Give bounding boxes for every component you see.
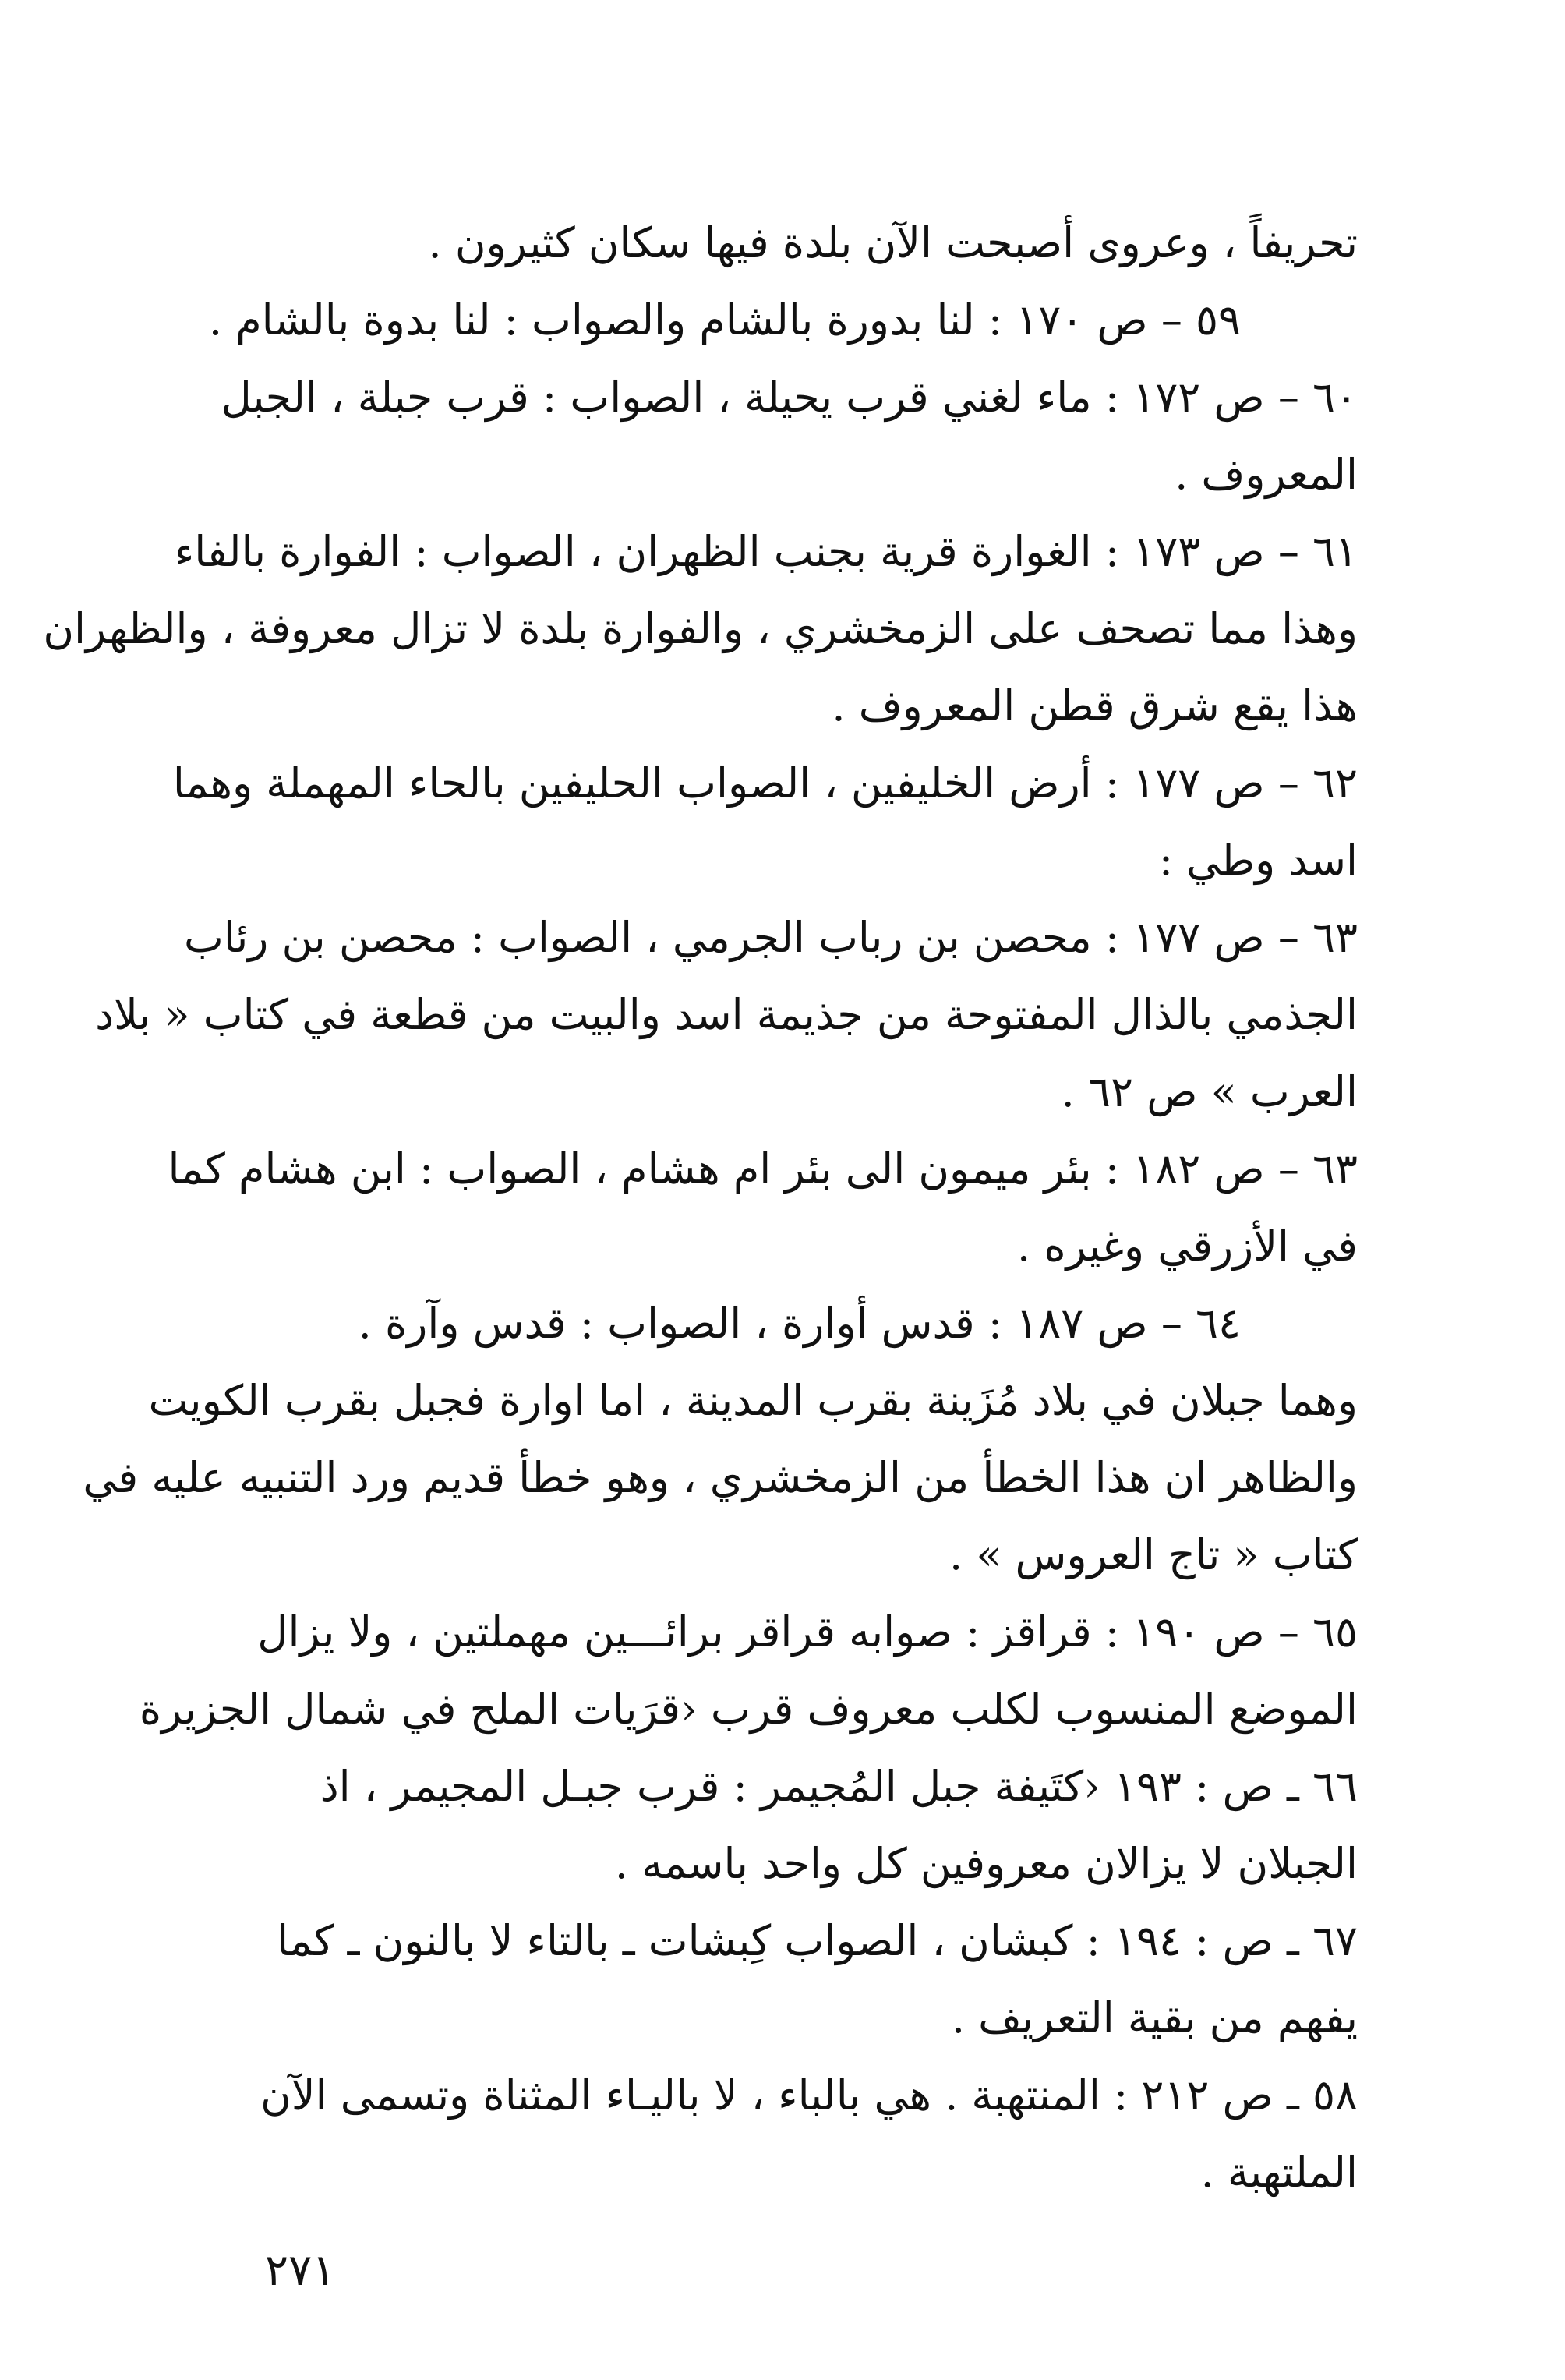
text-line: الملتهبة . [1200,2148,1358,2197]
text-line: ٦١ – ص ١٧٣ : الغوارة قرية بجنب الظهران ، الصواب : الفوارة بالفاء [174,527,1358,576]
text-line: ٥٨ ـ ص ٢١٢ : المنتهبة . هي بالباء ، لا باليـاء المثناة وتسمى الآن [260,2071,1358,2120]
text-line: تحريفاً ، وعروى أصبحت الآن بلدة فيها سكان كثيرون . [428,218,1358,267]
text-line: في الأزرقي وغيره . [1017,1222,1358,1271]
page-number: ٢٧١ [265,2245,336,2296]
text-line: المعروف . [1175,450,1358,499]
text-line: ٦٦ ـ ص : ١٩٣ ‹كتَيفة جبل المُجيمر : قرب جبـل المجيمر ، اذ [320,1762,1358,1811]
text-line: وهذا مما تصحف على الزمخشري ، والفوارة بلدة لا تزال معروفة ، والظهران [43,604,1358,653]
text-line: ٦٢ – ص ١٧٧ : أرض الخليفين ، الصواب الحليفين بالحاء المهملة وهما [172,759,1358,808]
text-line: كتاب « تاج العروس » . [949,1530,1358,1579]
text-line: هذا يقع شرق قطن المعروف . [832,681,1358,730]
text-line: والظاهر ان هذا الخطأ من الزمخشري ، وهو خطأ قديم ورد التنبيه عليه في [83,1453,1358,1502]
text-line: الجذمي بالذال المفتوحة من جذيمة اسد والبيت من قطعة في كتاب « بلاد [95,990,1358,1039]
text-line: ٥٩ – ص ١٧٠ : لنا بدورة بالشام والصواب : لنا بدوة بالشام . [208,295,1241,345]
body-text [43,204,1358,2211]
text-line: الموضع المنسوب لكلب معروف قرب ‹قرَيات الملح في شمال الجزيرة [139,1685,1358,1734]
text-line: ٦٠ – ص ١٧٢ : ماء لغني قرب يحيلة ، الصواب : قرب جبلة ، الجبل [221,373,1358,422]
text-line: ٦٣ – ص ١٨٢ : بئر ميمون الى بئر ام هشام ، الصواب : ابن هشام كما [168,1144,1358,1194]
text-line: الجبلان لا يزالان معروفين كل واحد باسمه . [614,1839,1358,1888]
text-line: ٦٥ – ص ١٩٠ : قراقز : صوابه قراقر برائـــين مهملتين ، ولا يزال [257,1607,1358,1657]
text-line: العرب » ص ٦٢ . [1061,1067,1358,1116]
text-line: ٦٣ – ص ١٧٧ : محصن بن رباب الجرمي ، الصواب : محصن بن رئاب [183,913,1358,962]
text-line: اسد وطي : [1158,836,1358,885]
text-line: وهما جبلان في بلاد مُزَينة بقرب المدينة ، اما اوارة فجبل بقرب الكويت [148,1376,1358,1425]
text-line: ٦٧ ـ ص : ١٩٤ : كبشان ، الصواب كِبشات ـ بالتاء لا بالنون ـ كما [277,1916,1358,1965]
text-line: ٦٤ – ص ١٨٧ : قدس أوارة ، الصواب : قدس وآرة . [358,1299,1241,1348]
text-line: يفهم من بقية التعريف . [951,1993,1358,2042]
